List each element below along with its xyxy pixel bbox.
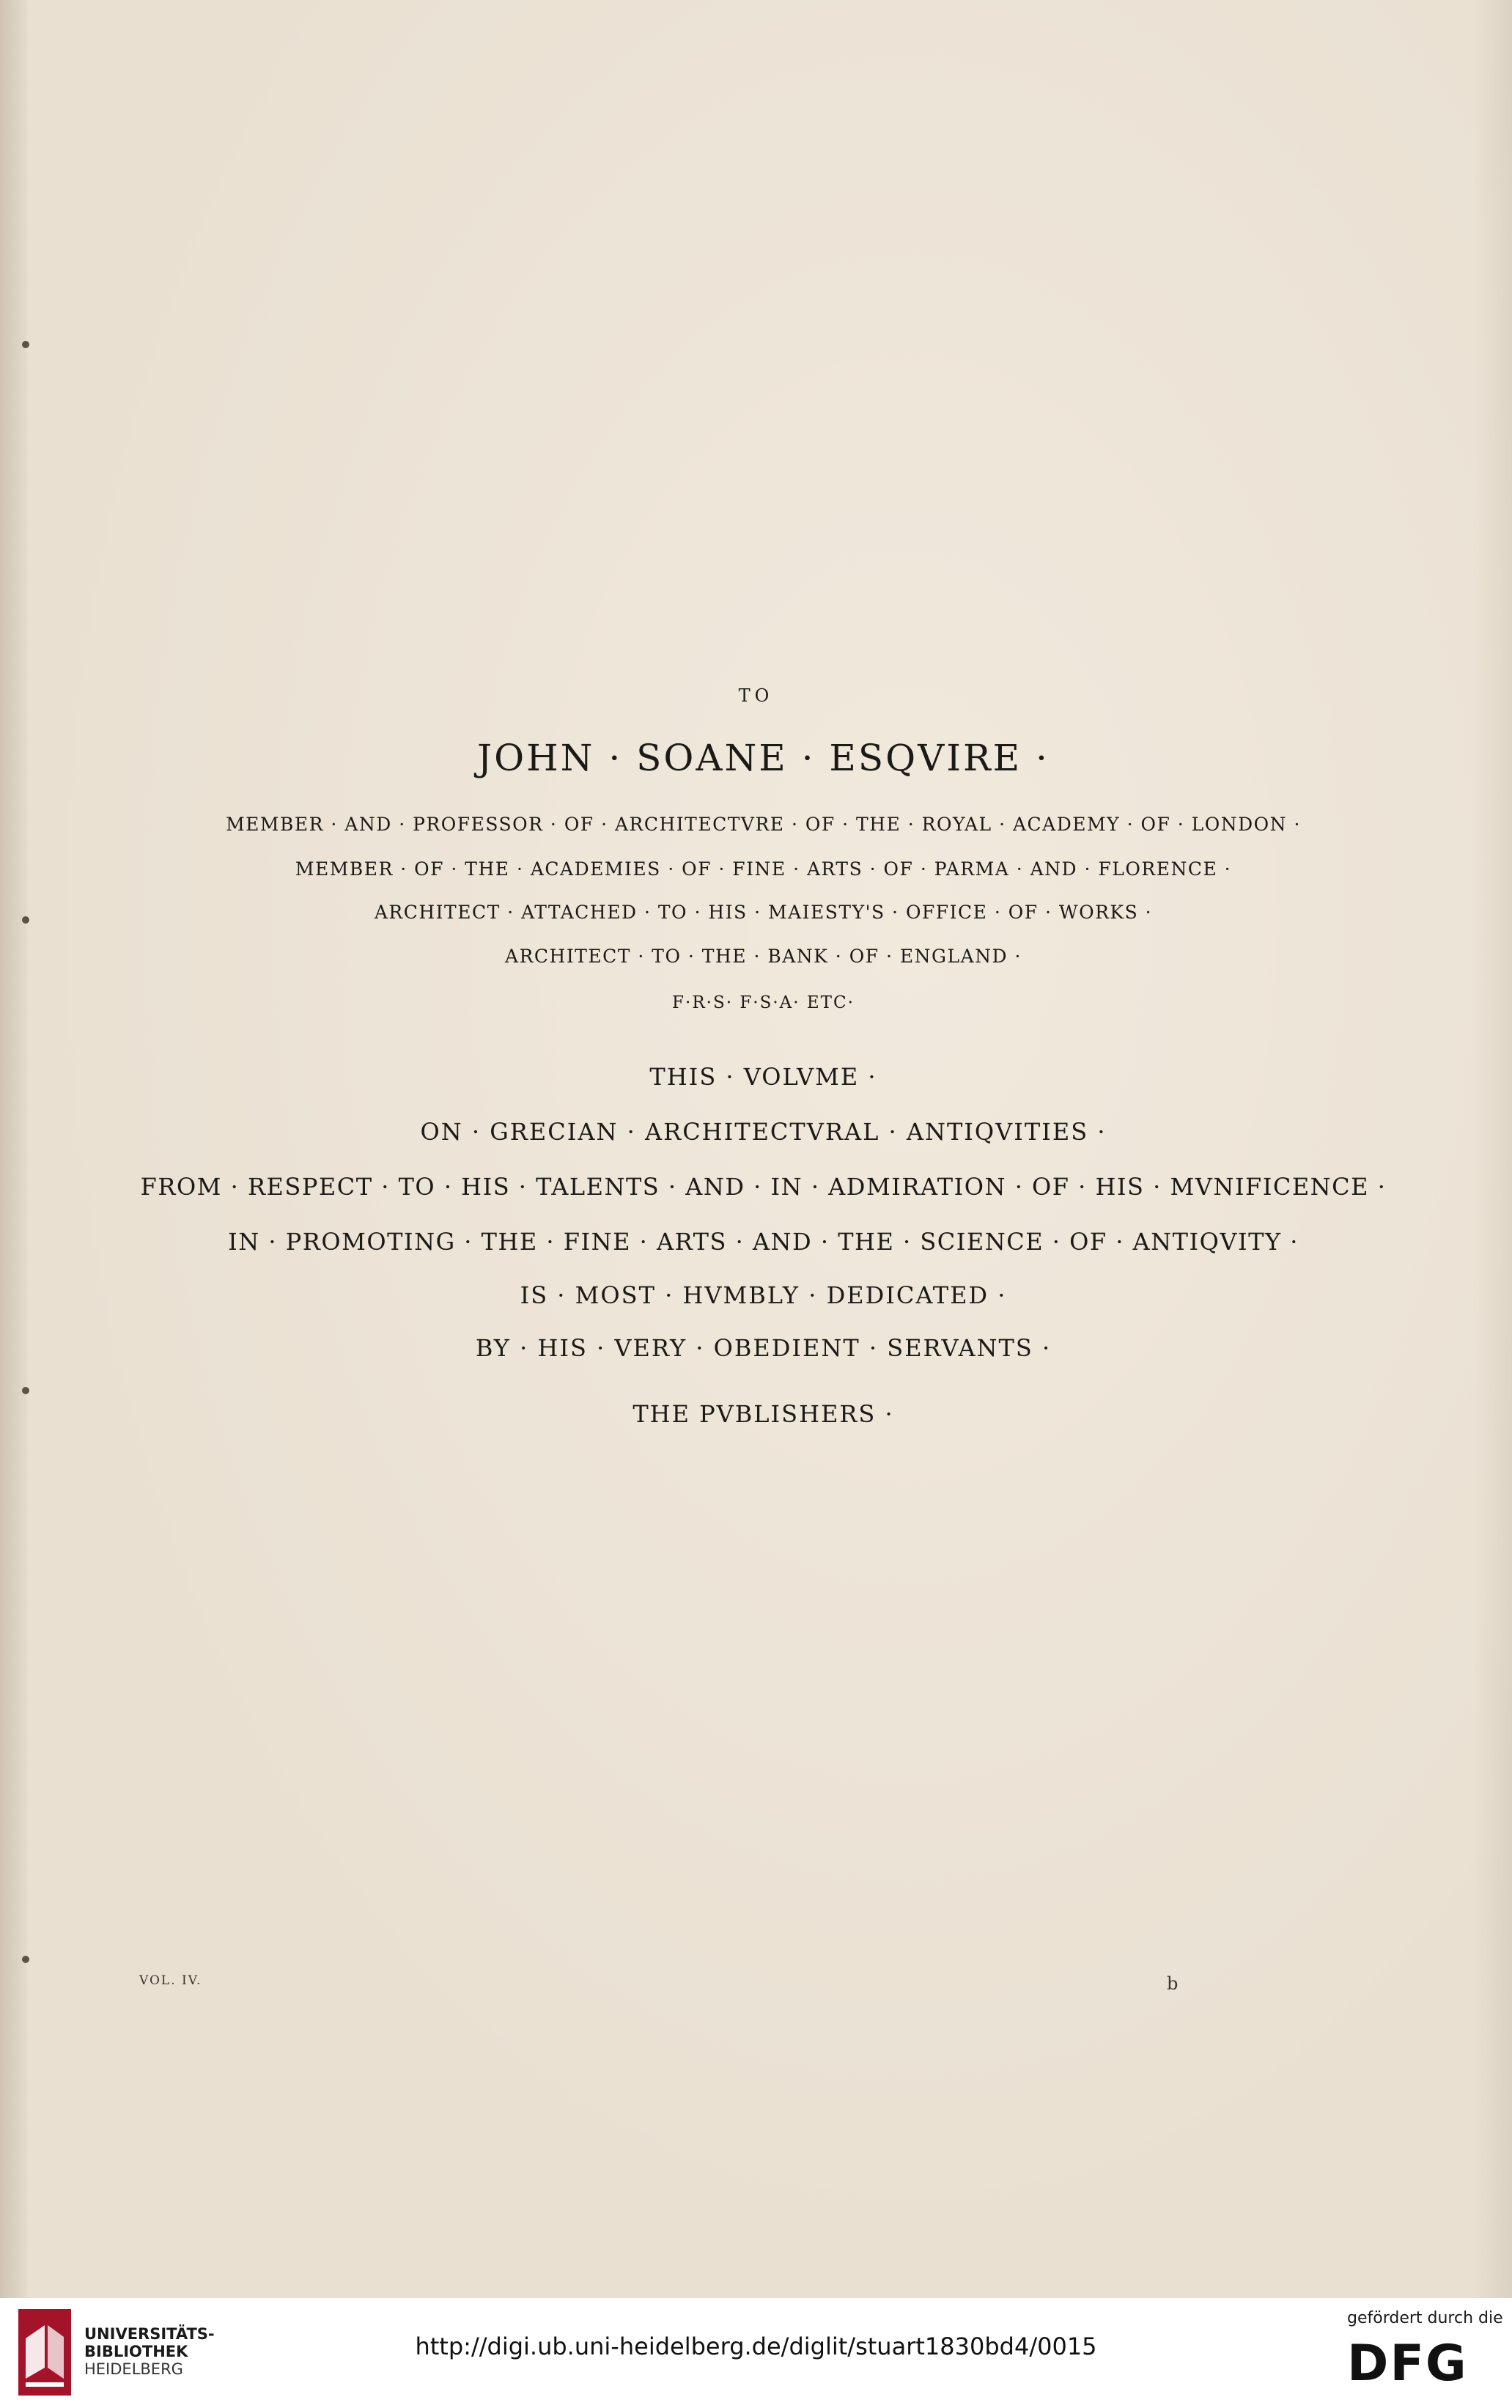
dedicatee-honours: F·R·S· F·S·A· ETC· <box>672 993 855 1012</box>
dedication-line: BY · HIS · VERY · OBEDIENT · SERVANTS · <box>475 1334 1052 1362</box>
dedicatee-title: MEMBER · OF · THE · ACADEMIES · OF · FINE · ARTS · OF · PARMA · AND · FLORENCE · <box>295 858 1232 880</box>
dedicatee-title: MEMBER · AND · PROFESSOR · OF · ARCHITECTVRE · OF · THE · ROYAL · ACADEMY · OF · LONDON · <box>226 814 1301 835</box>
dedication-line: IN · PROMOTING · THE · FINE · ARTS · AND · THE · SCIENCE · OF · ANTIQVITY · <box>228 1228 1299 1256</box>
binding-mark <box>22 1387 29 1394</box>
library-name-line: HEIDELBERG <box>84 2360 183 2378</box>
binding-mark <box>22 1956 29 1963</box>
library-name-line: BIBLIOTHEK <box>84 2343 188 2360</box>
dedication-line: FROM · RESPECT · TO · HIS · TALENTS · AND · IN · ADMIRATION · OF · HIS · MVNIFICENCE · <box>140 1173 1387 1201</box>
dedication-signoff: THE PVBLISHERS · <box>633 1400 894 1428</box>
dedicatee-title: ARCHITECT · TO · THE · BANK · OF · ENGLAND · <box>505 946 1022 967</box>
dedicatee-title: ARCHITECT · ATTACHED · TO · HIS · MAIESTY'S · OFFICE · OF · WORKS · <box>374 902 1153 923</box>
library-name-line: UNIVERSITÄTS- <box>84 2325 215 2343</box>
dedication-line: THIS · VOLVME · <box>649 1063 877 1091</box>
dedicatee-name: JOHN · SOANE · ESQVIRE · <box>477 737 1050 779</box>
gathering-mark: b <box>1167 1973 1179 1994</box>
permalink-url[interactable]: http://digi.ub.uni-heidelberg.de/diglit/stuart1830bd4/0015 <box>415 2332 1097 2360</box>
dfg-logo: DFG <box>1347 2335 1468 2393</box>
dedication-to: TO <box>738 685 774 706</box>
binding-mark <box>22 341 29 348</box>
dedication-line: ON · GRECIAN · ARCHITECTVRAL · ANTIQVITIES · <box>420 1118 1107 1146</box>
dedication-line: IS · MOST · HVMBLY · DEDICATED · <box>520 1281 1007 1309</box>
funding-note: gefördert durch die <box>1347 2309 1503 2327</box>
volume-signature: VOL. IV. <box>139 1973 202 1988</box>
